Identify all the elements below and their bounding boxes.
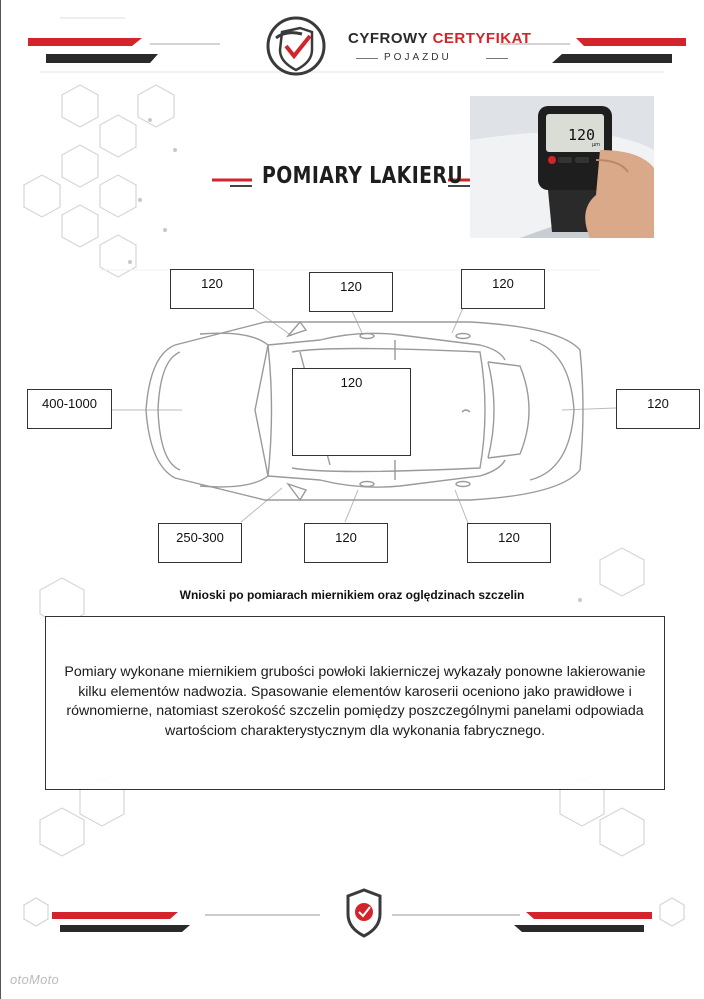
measurement-front-hood: 400-1000	[27, 389, 112, 429]
measurement-rear-left: 120	[461, 269, 545, 309]
brand-word-cyfrowy: CYFROWY	[348, 30, 428, 47]
measurement-front-left-door: 120	[170, 269, 254, 309]
brand-subtitle: POJAZDU	[384, 52, 452, 63]
otomoto-watermark: otoMoto	[10, 972, 60, 987]
conclusions-text: Pomiary wykonane miernikiem grubości powłoki lakierniczej wykazały ponowne lakierowanie kilku elementów nadwozia. Spasowanie elementów karoserii oceniono jako prawidłowe i równomierne, natomiast szerokość szczelin pomiędzy poszczególnymi panelami odpowiada wartościom charakterystycznym dla wykonania fabrycznego.	[64, 664, 646, 739]
paint-thickness-gauge-image	[470, 96, 654, 238]
measurement-left-center: 120	[309, 272, 393, 312]
gauge-unit: µm	[592, 142, 601, 148]
conclusions-box	[45, 616, 665, 790]
section-title: POMIARY LAKIERU	[262, 163, 464, 189]
brand-word-certyfikat: CERTYFIKAT	[432, 30, 532, 47]
brand-shield-logo	[268, 18, 324, 74]
brand-sub-line-right	[486, 58, 508, 59]
measurement-rear-trunk: 120	[616, 389, 700, 429]
header-stripes-left	[28, 18, 220, 63]
page-left-border	[0, 0, 1, 999]
measurement-roof: 120	[292, 368, 411, 456]
brand-sub-line-left	[356, 58, 378, 59]
footer-shield-logo	[348, 890, 380, 936]
measurement-rear-right: 120	[467, 523, 551, 563]
gauge-display-value: 120	[568, 126, 596, 144]
brand-title	[348, 30, 531, 47]
conclusions-heading: Wnioski po pomiarach miernikiem oraz oględzinach szczelin	[179, 588, 525, 602]
measurement-front-right: 250-300	[158, 523, 242, 563]
measurement-right-center: 120	[304, 523, 388, 563]
